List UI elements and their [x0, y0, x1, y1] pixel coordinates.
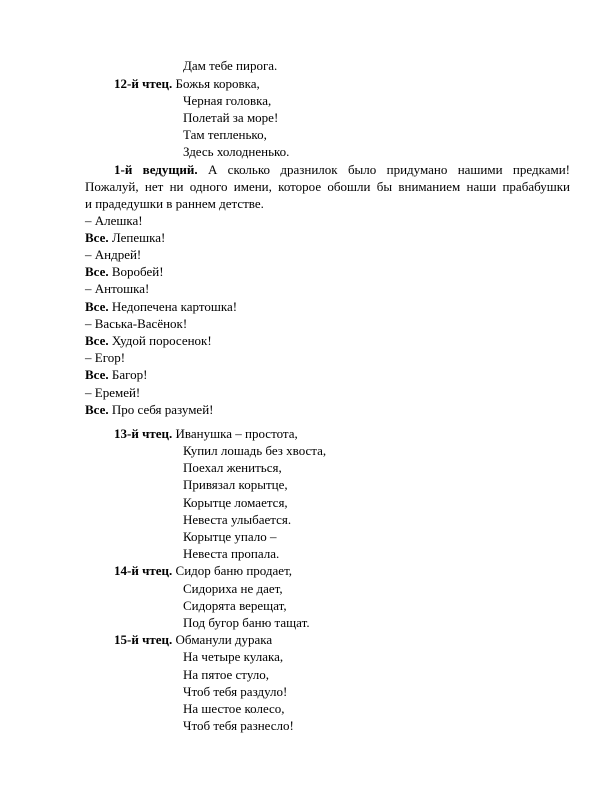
verse-line: На шестое колесо, — [183, 701, 285, 716]
speaker-label: 12-й чтец. — [114, 76, 173, 91]
response-line: Все. Про себя разумей! — [85, 402, 214, 417]
verse-line: Дам тебе пирога. — [183, 58, 278, 73]
speaker-label: 15-й чтец. — [114, 632, 173, 647]
response-line: Все. Лепешка! — [85, 230, 166, 245]
response-label: Все. — [85, 230, 109, 245]
call-line: – Еремей! — [85, 385, 141, 400]
verse-line: На пятое стуло, — [183, 667, 269, 682]
verse-line: Поехал жениться, — [183, 460, 282, 475]
verse-line: Сидорята верещат, — [183, 598, 287, 613]
verse-line: На четыре кулака, — [183, 649, 284, 664]
response-line: Все. Воробей! — [85, 264, 164, 279]
verse-line: Полетай за море! — [183, 110, 279, 125]
call-line: – Андрей! — [85, 247, 142, 262]
verse-line: Невеста пропала. — [183, 546, 280, 561]
speaker-line — [114, 562, 292, 579]
verse-line: Здесь холодненько. — [183, 144, 290, 159]
host-paragraph-line: Пожалуй, нет ни одного имени, которое обошли бы вниманием наши прабабушки — [85, 179, 570, 194]
verse-line: Чтоб тебя раздуло! — [183, 684, 288, 699]
verse-line: Иванушка – простота, — [175, 426, 298, 441]
response-label: Все. — [85, 299, 109, 314]
verse-line: Сидор баню продает, — [175, 563, 293, 578]
response-label: Все. — [85, 367, 109, 382]
call-line: – Егор! — [85, 350, 126, 365]
response-label: Все. — [85, 402, 109, 417]
verse-line: Чтоб тебя разнесло! — [183, 718, 294, 733]
speaker-label: 14-й чтец. — [114, 563, 173, 578]
response-label: Все. — [85, 333, 109, 348]
verse-line: Под бугор баню тащат. — [183, 615, 310, 630]
verse-line: Купил лошадь без хвоста, — [183, 443, 327, 458]
speaker-line — [114, 75, 260, 92]
speaker-label: 13-й чтец. — [114, 426, 173, 441]
verse-line: Там тепленько, — [183, 127, 267, 142]
verse-line: Корытце ломается, — [183, 495, 288, 510]
response-line: Все. Худой поросенок! — [85, 333, 212, 348]
host-paragraph-line: 1-й ведущий. А сколько дразнилок было придумано нашими предками! — [114, 162, 570, 177]
verse-line: Корытце упало – — [183, 529, 277, 544]
verse-line: Черная головка, — [183, 93, 272, 108]
response-line: Все. Багор! — [85, 367, 148, 382]
call-line: – Антошка! — [85, 281, 150, 296]
verse-line: Сидориха не дает, — [183, 581, 283, 596]
verse-line: Невеста улыбается. — [183, 512, 292, 527]
response-line: Все. Недопечена картошка! — [85, 299, 238, 314]
call-line: – Васька-Васёнок! — [85, 316, 188, 331]
verse-line: Привязал корытце, — [183, 477, 288, 492]
response-label: Все. — [85, 264, 109, 279]
verse-line: Обманули дурака — [175, 632, 273, 647]
verse-line: Божья коровка, — [175, 76, 260, 91]
speaker-line — [114, 425, 298, 442]
host-paragraph-line: и прадедушки в раннем детстве. — [85, 196, 264, 211]
call-line: – Алешка! — [85, 213, 143, 228]
speaker-label: 1-й ведущий. — [114, 162, 198, 177]
speaker-line — [114, 631, 272, 648]
